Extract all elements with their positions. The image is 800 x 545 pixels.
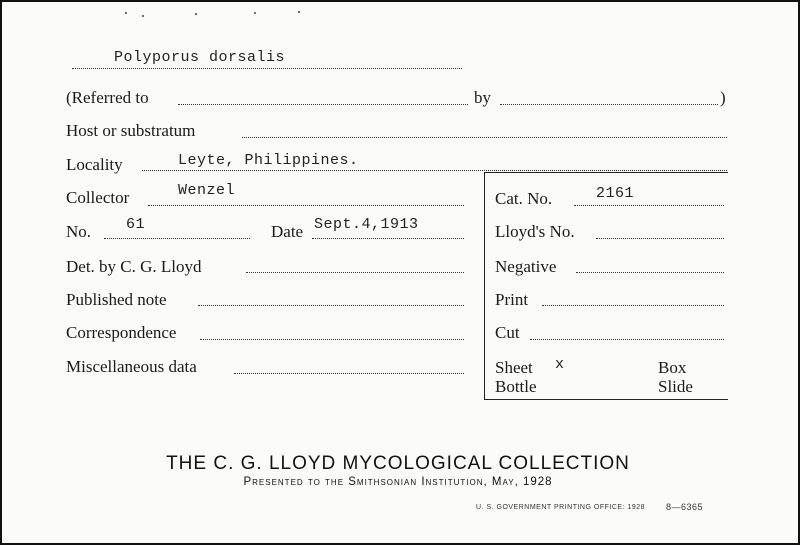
slide-label: Slide (658, 377, 693, 396)
cut-label: Cut (495, 323, 520, 342)
print-line (542, 305, 724, 306)
printing-office-note: U. S. GOVERNMENT PRINTING OFFICE: 1928 (476, 504, 646, 511)
lloyds-number-line (596, 238, 724, 239)
close-paren: ) (720, 88, 726, 107)
collector-value: Wenzel (178, 182, 236, 199)
collector-label: Collector (66, 188, 130, 207)
species-name: Polyporus dorsalis (114, 49, 286, 66)
by-label: by (474, 88, 491, 107)
locality-line (142, 170, 727, 171)
host-label: Host or substratum (66, 121, 196, 140)
negative-line (576, 272, 724, 273)
form-number: 8—6365 (666, 502, 704, 512)
miscellaneous-data-label: Miscellaneous data (66, 357, 197, 376)
collection-subtitle: Presented to the Smithsonian Institution, May, 1928 (243, 476, 553, 488)
number-line (104, 238, 250, 239)
date-line (312, 238, 464, 239)
determined-by-label: Det. by C. G. Lloyd (66, 257, 202, 276)
negative-label: Negative (495, 257, 557, 276)
by-line (500, 104, 718, 105)
date-value: Sept.4,1913 (314, 216, 419, 233)
collection-title: THE C. G. LLOYD MYCOLOGICAL COLLECTION (166, 453, 630, 474)
sheet-label: Sheet (495, 358, 533, 377)
catalog-number-label: Cat. No. (495, 189, 553, 208)
number-label: No. (66, 222, 92, 241)
referred-to-line (178, 104, 468, 105)
catalog-number-value: 2161 (596, 185, 635, 202)
locality-value: Leyte, Philippines. (178, 152, 359, 169)
correspondence-line (200, 339, 464, 340)
published-note-label: Published note (66, 290, 167, 309)
species-line (72, 68, 462, 69)
cut-line (530, 339, 724, 340)
ink-speck (142, 15, 144, 17)
published-note-line (198, 305, 464, 306)
date-label: Date (271, 222, 304, 241)
lloyds-number-label: Lloyd's No. (495, 222, 575, 241)
print-label: Print (495, 290, 529, 309)
ink-speck (125, 12, 127, 14)
correspondence-label: Correspondence (66, 323, 177, 342)
bottle-label: Bottle (495, 377, 537, 396)
box-label: Box (658, 358, 687, 377)
ink-speck (195, 13, 197, 15)
locality-label: Locality (66, 155, 123, 174)
host-line (242, 137, 727, 138)
miscellaneous-data-line (234, 373, 464, 374)
number-value: 61 (126, 216, 146, 233)
ink-speck (298, 11, 300, 13)
collector-line (148, 205, 464, 206)
sheet-mark: x (555, 356, 565, 373)
catalog-number-line (574, 205, 724, 206)
determined-by-line (246, 272, 464, 273)
referred-to-label: (Referred to (66, 88, 149, 107)
ink-speck (254, 12, 256, 14)
